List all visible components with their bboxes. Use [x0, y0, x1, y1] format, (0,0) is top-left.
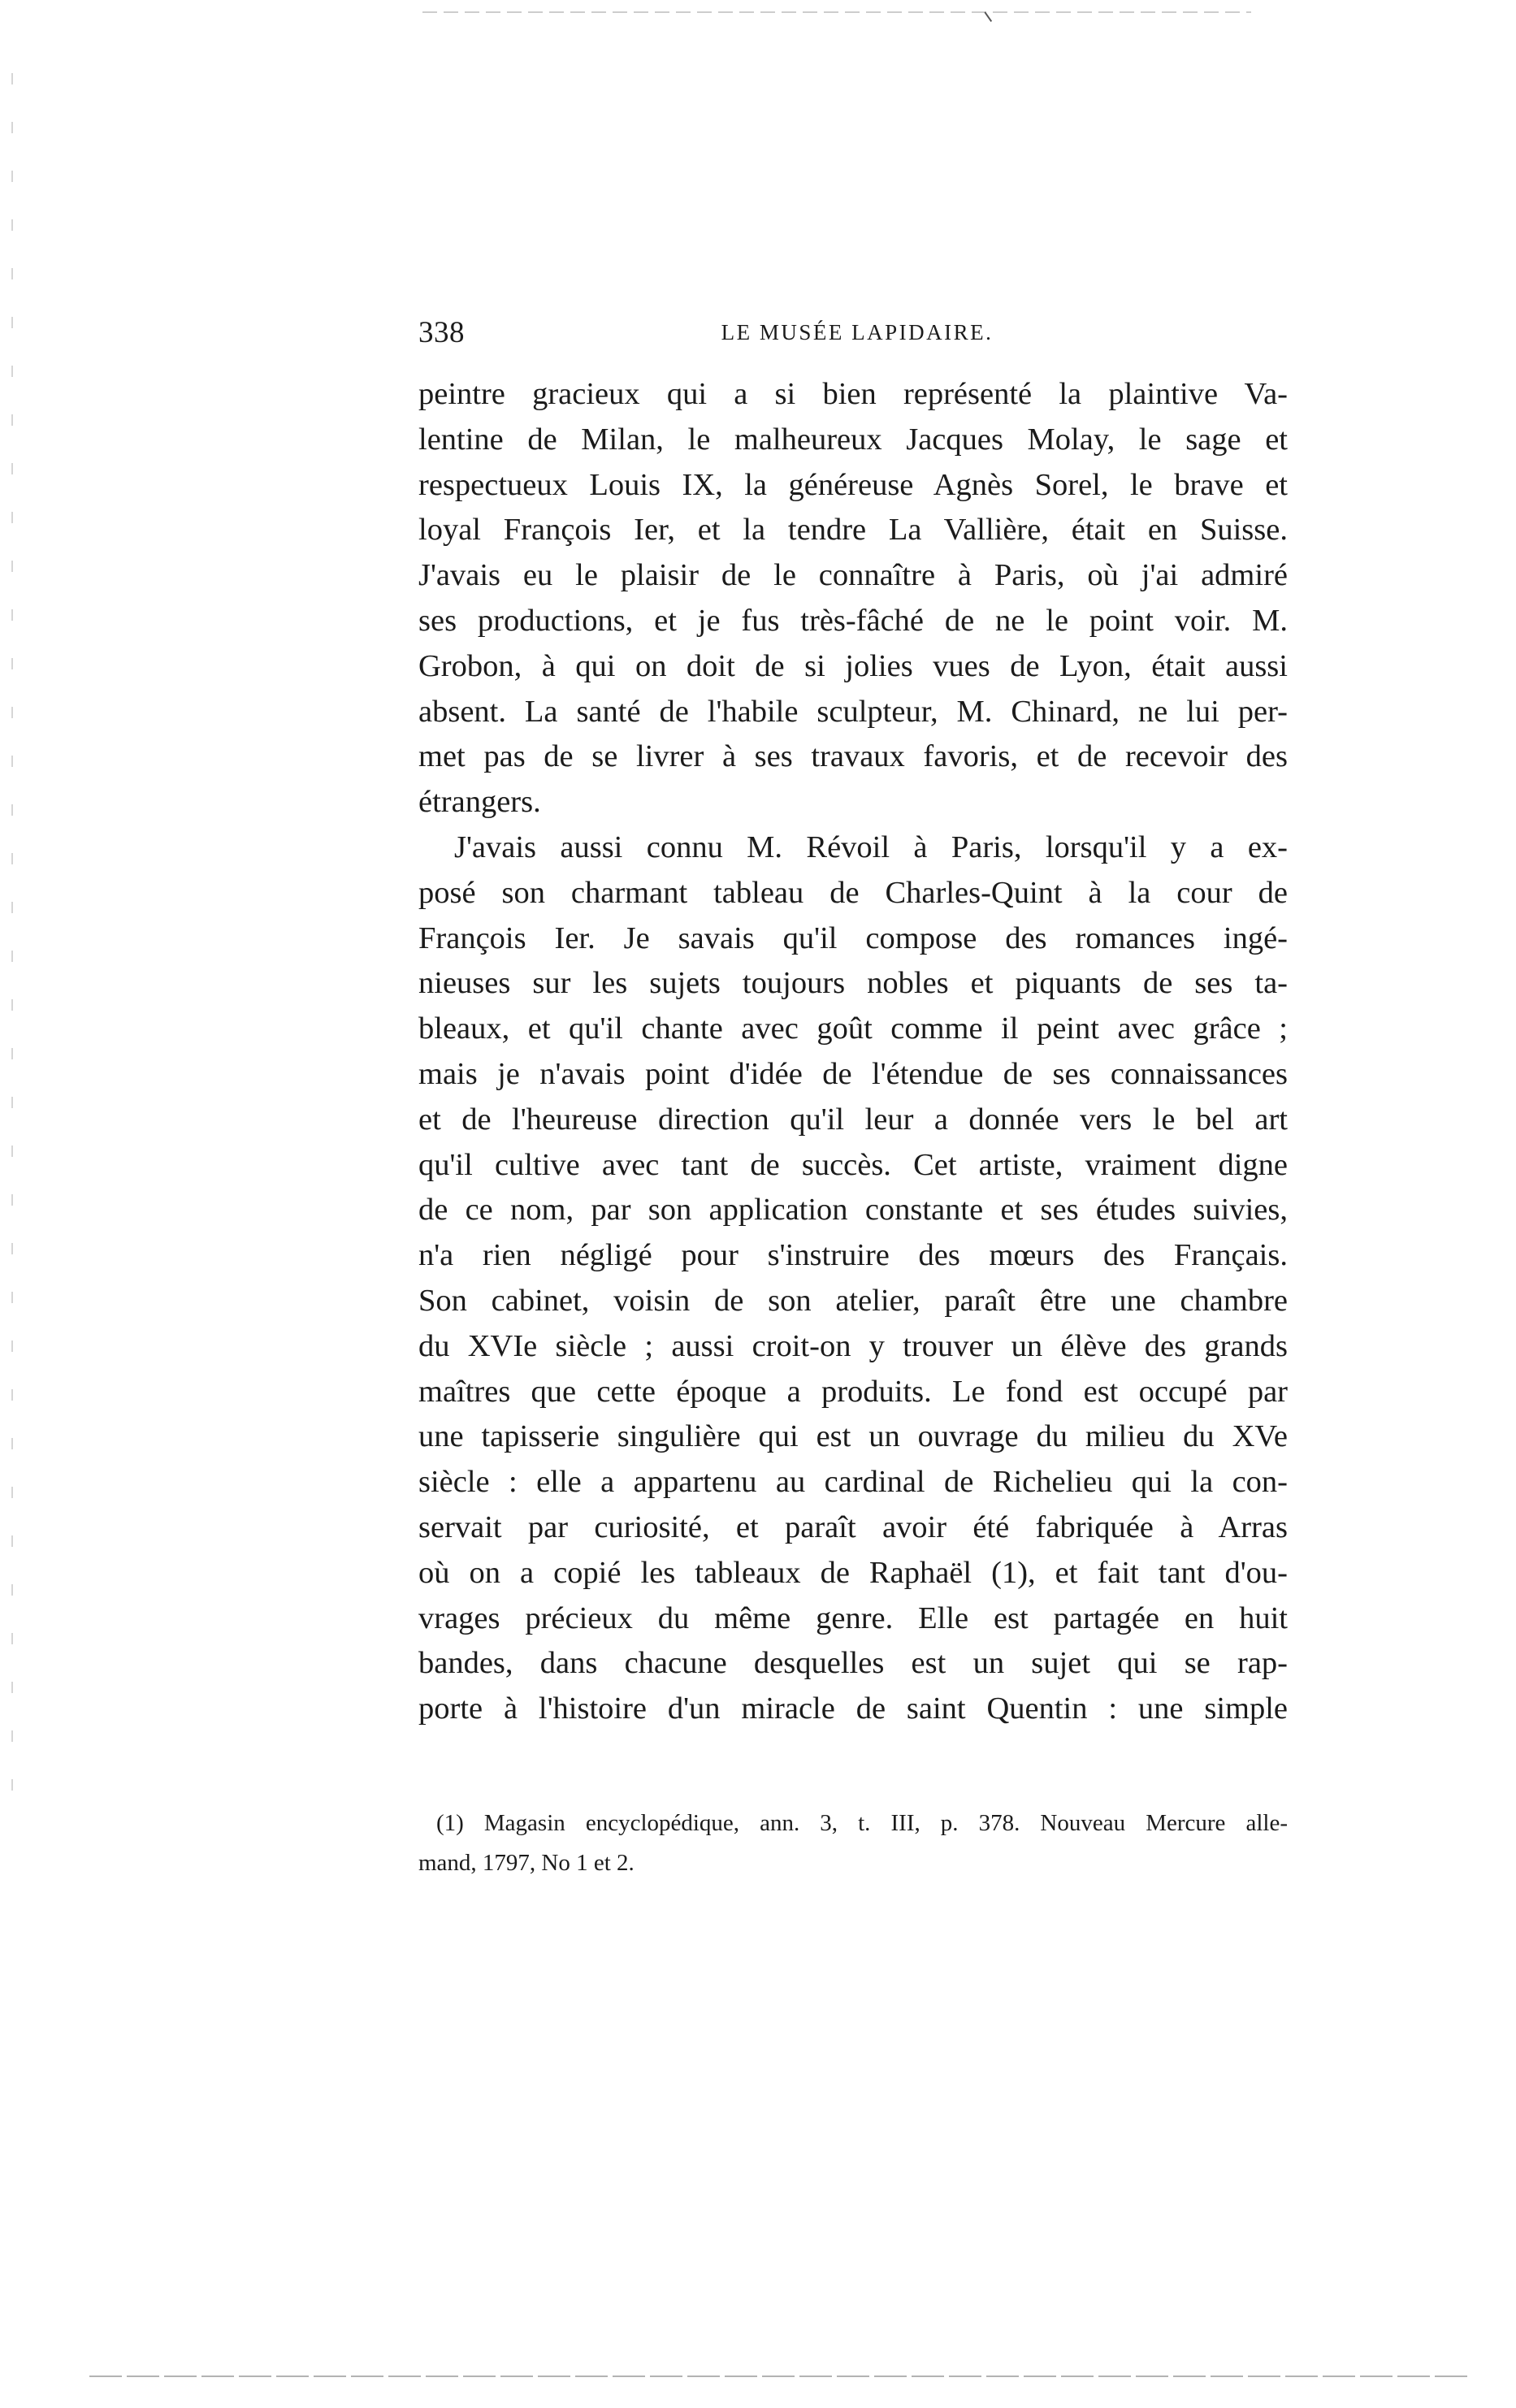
footnotes: [418, 1804, 1288, 1883]
text-line: n'a rien négligé pour s'instruire des mœurs des Français.: [418, 1238, 1288, 1273]
text-line: du XVIe siècle ; aussi croit-on y trouver un élève des grands: [418, 1328, 1288, 1363]
text-line: respectueux Louis IX, la généreuse Agnès Sorel, le brave et: [418, 467, 1288, 502]
text-line: vrages précieux du même genre. Elle est partagée en huit: [418, 1600, 1288, 1635]
text-line: servait par curiosité, et paraît avoir été fabriquée à Arras: [418, 1509, 1288, 1544]
footnote-line: (1) Magasin encyclopédique, ann. 3, t. III, p. 378. Nouveau Mercure alle-: [436, 1810, 1288, 1836]
text-line: Son cabinet, voisin de son atelier, paraît être une chambre: [418, 1283, 1288, 1318]
scan-mark: [979, 11, 992, 25]
text-line: maîtres que cette époque a produits. Le fond est occupé par: [418, 1374, 1288, 1409]
text-line: ses productions, et je fus très-fâché de ne le point voir. M.: [418, 603, 1288, 638]
scan-artifact-top: [422, 11, 1251, 13]
text-line: posé son charmant tableau de Charles-Quint à la cour de: [418, 875, 1288, 910]
text-line: loyal François Ier, et la tendre La Vallière, était en Suisse.: [418, 513, 1288, 548]
text-line: Grobon, à qui on doit de si jolies vues de Lyon, était aussi: [418, 648, 1288, 683]
text-line: peintre gracieux qui a si bien représenté la plaintive Va-: [418, 377, 1288, 411]
page-header-title: LE MUSÉE LAPIDAIRE.: [721, 320, 994, 344]
text-line: J'avais eu le plaisir de le connaître à Paris, où j'ai admiré: [418, 558, 1288, 593]
page-number: 338: [418, 316, 465, 349]
text-line: bleaux, et qu'il chante avec goût comme il peint avec grâce ;: [418, 1011, 1288, 1046]
footnote-line: mand, 1797, No 1 et 2.: [418, 1850, 635, 1876]
text-line: et de l'heureuse direction qu'il leur a donnée vers le bel art: [418, 1102, 1288, 1137]
running-head: [418, 315, 1296, 356]
text-line: étrangers.: [418, 785, 541, 820]
text-line: absent. La santé de l'habile sculpteur, M. Chinard, ne lui per-: [418, 694, 1288, 729]
text-line: de ce nom, par son application constante et ses études suivies,: [418, 1193, 1288, 1228]
text-line: nieuses sur les sujets toujours nobles et piquants de ses ta-: [418, 966, 1288, 1001]
text-line: François Ier. Je savais qu'il compose des romances ingé-: [418, 920, 1288, 955]
scan-artifact-left: [11, 73, 13, 1795]
text-line: met pas de se livrer à ses travaux favoris, et de recevoir des: [418, 739, 1288, 774]
text-line: J'avais aussi connu M. Révoil à Paris, lorsqu'il y a ex-: [454, 829, 1288, 864]
text-line: siècle : elle a appartenu au cardinal de Richelieu qui la con-: [418, 1465, 1288, 1500]
text-line: où on a copié les tableaux de Raphaël (1), et fait tant d'ou-: [418, 1555, 1288, 1590]
text-line: qu'il cultive avec tant de succès. Cet artiste, vraiment digne: [418, 1147, 1288, 1182]
text-line: lentine de Milan, le malheureux Jacques Molay, le sage et: [418, 422, 1288, 457]
text-line: une tapisserie singulière qui est un ouvrage du milieu du XVe: [418, 1419, 1288, 1454]
text-line: porte à l'histoire d'un miracle de saint Quentin : une simple: [418, 1691, 1288, 1726]
text-line: mais je n'avais point d'idée de l'étendue de ses connaissances: [418, 1056, 1288, 1091]
scan-artifact-bottom: [89, 2376, 1471, 2377]
text-line: bandes, dans chacune desquelles est un sujet qui se rap-: [418, 1646, 1288, 1681]
body-text: [418, 372, 1288, 1732]
